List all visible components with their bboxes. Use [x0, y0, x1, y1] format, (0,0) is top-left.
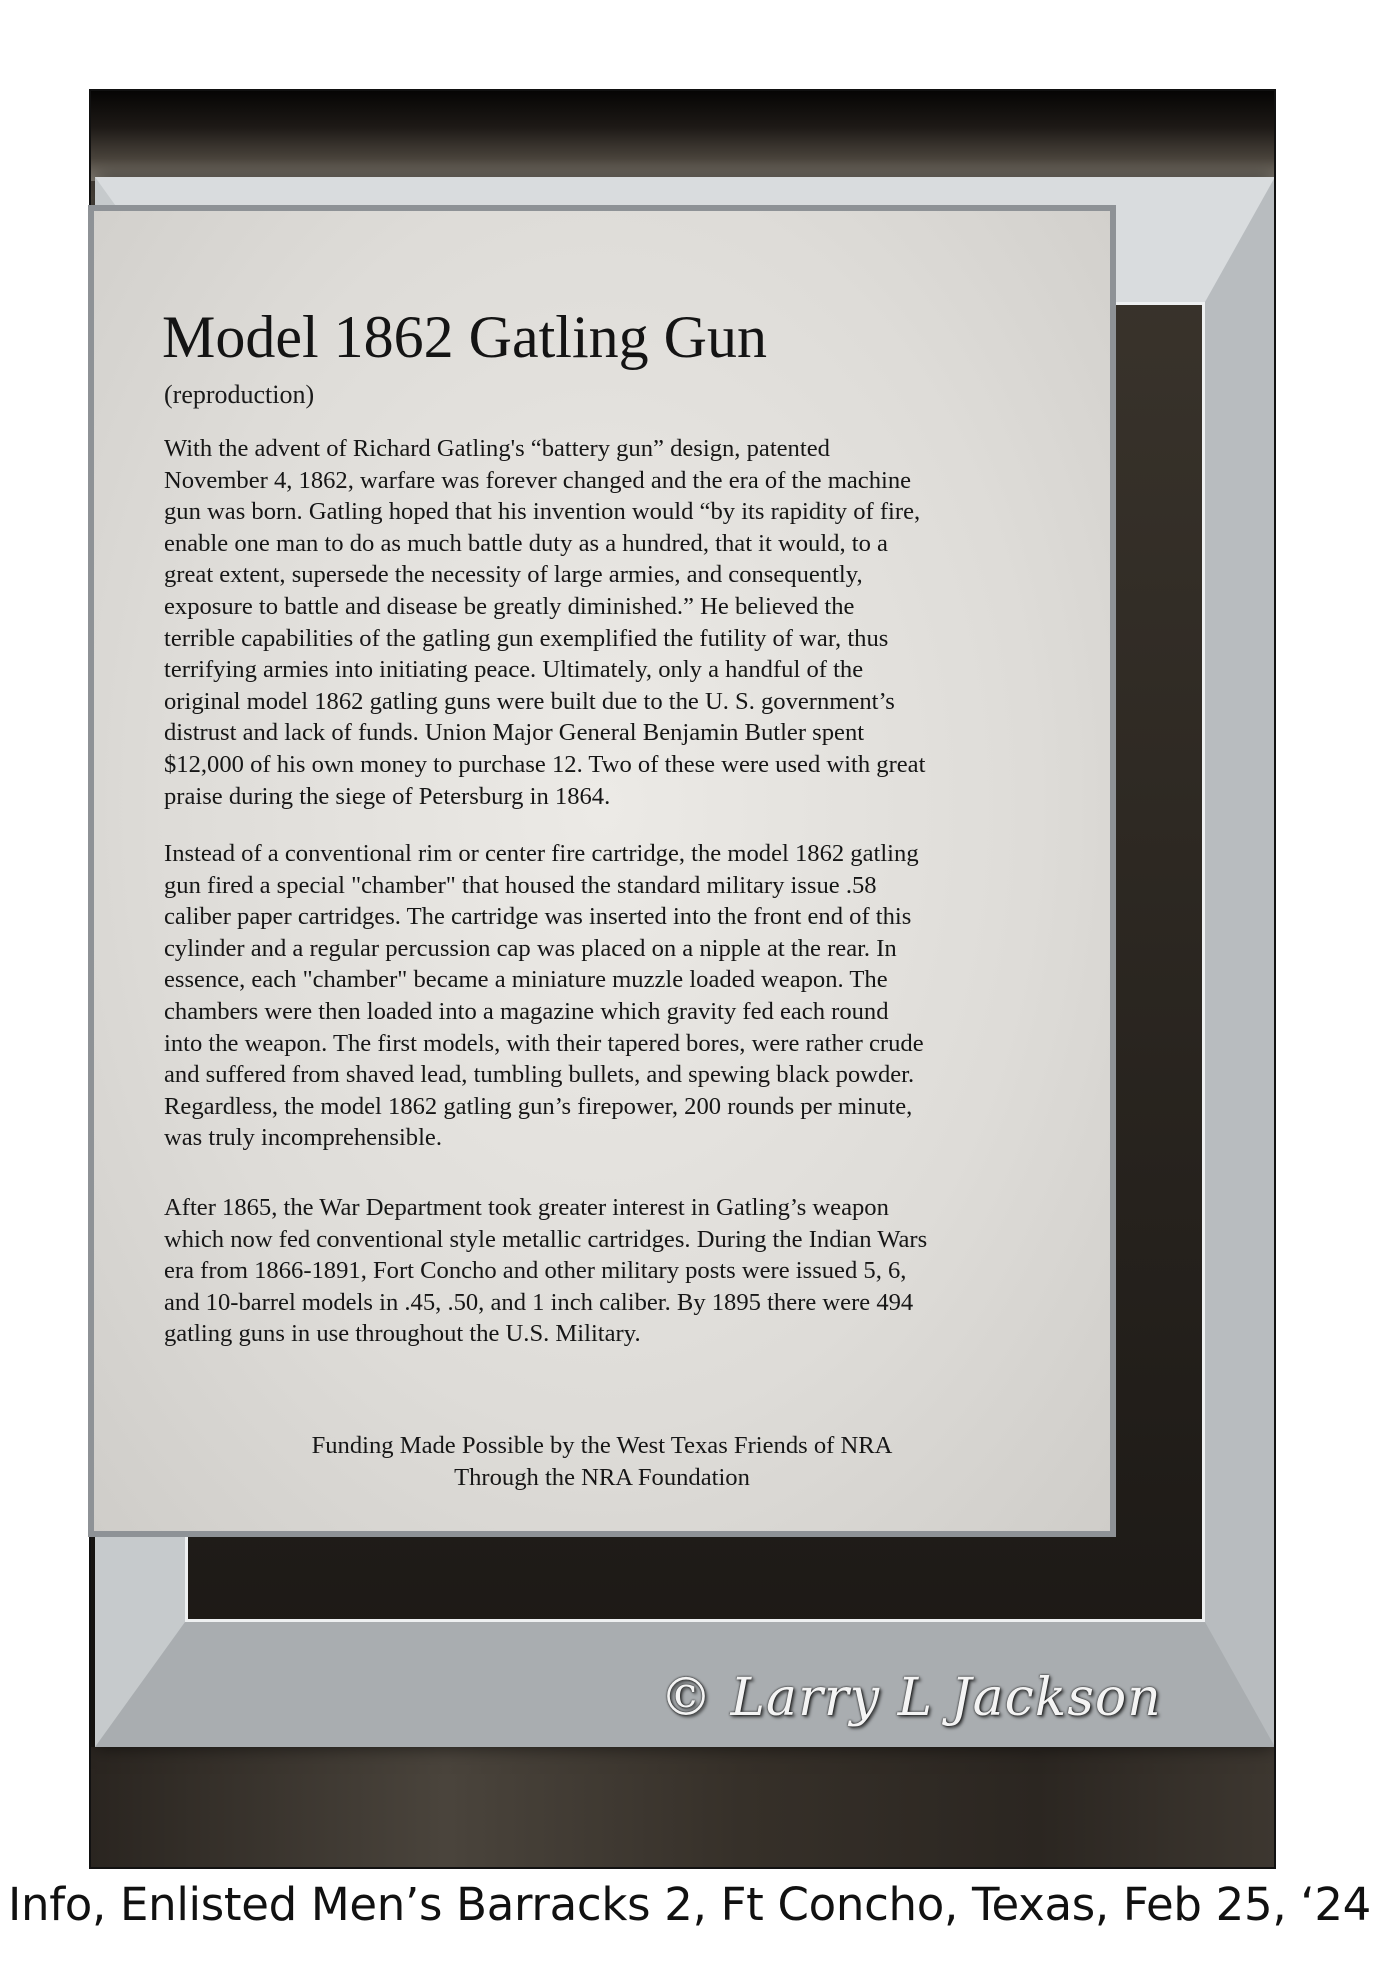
copyright-watermark: © Larry L Jackson: [660, 1668, 1162, 1728]
text-line: gatling guns in use throughout the U.S. Military.: [164, 1320, 641, 1348]
text-line: was truly incomprehensible.: [164, 1124, 442, 1152]
text-line: gun fired a special "chamber" that housed the standard military issue .58: [164, 871, 877, 899]
paragraph-history: [164, 433, 1064, 812]
sign-title: Model 1862 Gatling Gun: [162, 304, 767, 370]
text-line: great extent, supersede the necessity of large armies, and consequently,: [164, 561, 863, 589]
text-line: terrifying armies into initiating peace. Ultimately, only a handful of the: [164, 656, 864, 684]
funding-credit: [94, 1430, 1110, 1494]
text-line: original model 1862 gatling guns were built due to the U. S. government’s: [164, 687, 895, 715]
text-line: praise during the siege of Petersburg in 1864.: [164, 782, 611, 810]
background-dark-bottom: [91, 1747, 1274, 1867]
paragraph-cartridge: [164, 838, 1064, 1154]
text-line: Funding Made Possible by the West Texas Friends of NRA: [311, 1432, 893, 1459]
text-line: Through the NRA Foundation: [454, 1464, 750, 1491]
text-line: $12,000 of his own money to purchase 12. Two of these were used with great: [164, 750, 926, 778]
text-line: November 4, 1862, warfare was forever changed and the era of the machine: [164, 466, 912, 494]
text-line: After 1865, the War Department took greater interest in Gatling’s weapon: [164, 1194, 889, 1221]
text-line: which now fed conventional style metallic cartridges. During the Indian Wars: [164, 1225, 928, 1253]
text-line: era from 1866-1891, Fort Concho and other military posts were issued 5, 6,: [164, 1257, 907, 1285]
text-line: gun was born. Gatling hoped that his invention would “by its rapidity of fire,: [164, 498, 921, 526]
text-line: terrible capabilities of the gatling gun exemplified the futility of war, thus: [164, 624, 889, 652]
text-line: With the advent of Richard Gatling's “battery gun” design, patented: [164, 435, 830, 462]
text-line: and suffered from shaved lead, tumbling bullets, and spewing black powder.: [164, 1061, 915, 1089]
paragraph-after-1865: [164, 1192, 1064, 1350]
background-dark-top: [91, 91, 1274, 181]
text-line: caliber paper cartridges. The cartridge was inserted into the front end of this: [164, 903, 912, 931]
text-line: distrust and lack of funds. Union Major General Benjamin Butler spent: [164, 719, 865, 747]
text-line: and 10-barrel models in .45, .50, and 1 inch caliber. By 1895 there were 494: [164, 1288, 914, 1316]
text-line: Regardless, the model 1862 gatling gun’s firepower, 200 rounds per minute,: [164, 1092, 913, 1120]
text-line: chambers were then loaded into a magazine which gravity fed each round: [164, 997, 889, 1025]
text-line: enable one man to do as much battle duty as a hundred, that it would, to a: [164, 529, 888, 557]
sign-subtitle: (reproduction): [164, 380, 315, 409]
text-line: exposure to battle and disease be greatly diminished.” He believed the: [164, 592, 855, 620]
text-line: cylinder and a regular percussion cap was placed on a nipple at the rear. In: [164, 934, 897, 962]
text-line: essence, each "chamber" became a miniature muzzle loaded weapon. The: [164, 966, 888, 994]
text-line: into the weapon. The first models, with their tapered bores, were rather crude: [164, 1029, 924, 1057]
text-line: Instead of a conventional rim or center fire cartridge, the model 1862 gatling: [164, 840, 919, 867]
photo-caption: Info, Enlisted Men’s Barracks 2, Ft Concho, Texas, Feb 25, ‘24: [8, 1878, 1371, 1931]
